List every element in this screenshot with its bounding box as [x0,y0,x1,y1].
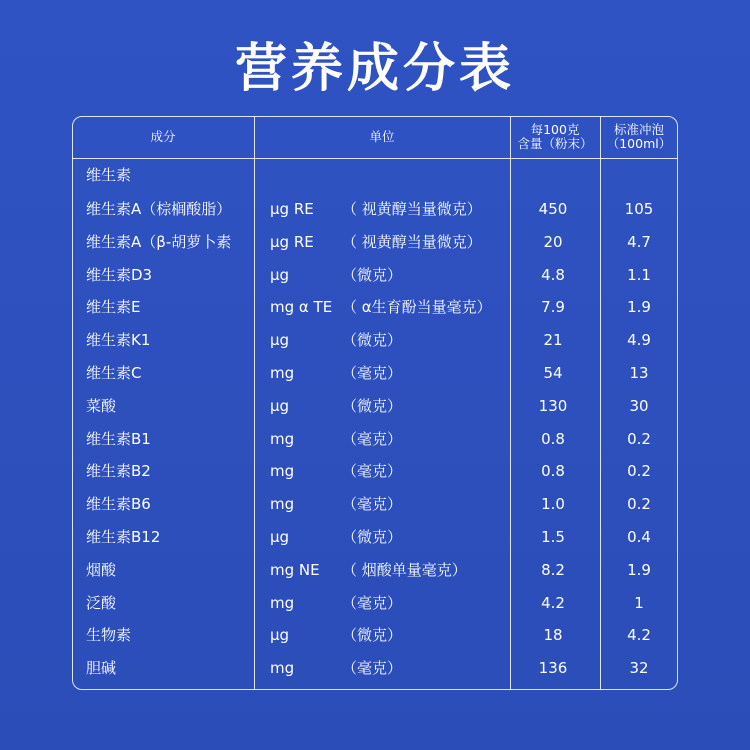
row-unit: mg [270,495,295,513]
row-value-per100ml: 30 [629,397,649,415]
row-unit-note: （毫克） [342,594,403,612]
row-value-per100g: 21 [543,331,563,349]
header-unit: 单位 [369,129,395,144]
header-per100ml-line1: 标准冲泡 [613,122,664,137]
row-unit: μg [270,528,290,546]
row-unit: mg α TE [270,298,333,316]
row-name: 维生素A（棕榈酸脂） [86,200,232,218]
row-value-per100g: 20 [543,233,563,251]
row-unit: mg [270,430,295,448]
page-title: 营养成分表 [234,38,515,99]
row-unit-note: （ 视黄醇当量微克） [342,233,482,251]
row-value-per100g: 18 [543,626,563,644]
row-value-per100ml: 1.9 [627,561,651,579]
row-unit-note: （微克） [342,331,403,349]
row-unit: μg RE [270,200,314,218]
row-unit-note: （毫克） [342,495,403,513]
row-value-per100g: 8.2 [541,561,565,579]
row-unit-note: （微克） [342,266,403,284]
header-name: 成分 [150,129,176,144]
row-unit-note: （ α生育酚当量毫克） [342,298,492,316]
row-name: 维生素D3 [86,266,153,284]
row-name: 维生素B12 [86,528,161,546]
row-unit-note: （毫克） [342,364,403,382]
row-value-per100ml: 0.2 [627,462,651,480]
row-name: 维生素B1 [86,430,151,448]
row-unit-note: （微克） [342,528,403,546]
row-unit-note: （毫克） [342,659,403,677]
header-per100g [510,116,600,158]
row-unit-note: （毫克） [342,462,403,480]
row-value-per100g: 1.0 [541,495,565,513]
row-value-per100ml: 0.2 [627,495,651,513]
row-value-per100g: 7.9 [541,298,565,316]
row-value-per100ml: 4.9 [627,331,651,349]
row-name: 维生素C [86,364,142,382]
row-value-per100g: 136 [538,659,568,677]
row-value-per100g: 1.5 [541,528,565,546]
row-unit: mg [270,364,295,382]
row-value-per100g: 4.8 [541,266,565,284]
header-divider [72,158,678,159]
header-per100ml [600,116,678,158]
row-unit: μg [270,331,290,349]
row-unit: μg [270,266,290,284]
row-unit-note: （ 视黄醇当量微克） [342,200,482,218]
row-unit: μg [270,397,290,415]
row-unit: μg RE [270,233,314,251]
row-value-per100ml: 13 [629,364,649,382]
row-value-per100g: 4.2 [541,594,565,612]
row-unit: mg [270,659,295,677]
column-divider [510,116,511,690]
header-per100g-line1: 每100克 [530,122,580,137]
column-divider [254,116,255,690]
row-unit: mg [270,594,295,612]
section-label: 维生素 [86,166,132,184]
row-name: 维生素K1 [86,331,151,349]
row-value-per100ml: 32 [629,659,649,677]
row-name: 维生素B2 [86,462,151,480]
row-value-per100ml: 4.2 [627,626,651,644]
row-value-per100g: 54 [543,364,563,382]
row-name: 维生素A（β-胡萝卜素 [86,233,232,251]
row-value-per100ml: 4.7 [627,233,651,251]
column-divider [600,116,601,690]
row-value-per100ml: 0.4 [627,528,651,546]
row-unit-note: （微克） [342,626,403,644]
row-value-per100g: 0.8 [541,430,565,448]
row-name: 胆碱 [86,659,117,677]
row-unit: mg [270,462,295,480]
row-value-per100ml: 1.1 [627,266,651,284]
row-name: 生物素 [86,626,132,644]
row-name: 泛酸 [86,594,117,612]
row-value-per100ml: 0.2 [627,430,651,448]
header-per100g-line2: 含量（粉末） [517,136,593,151]
row-value-per100g: 450 [538,200,568,218]
row-value-per100g: 0.8 [541,462,565,480]
header-per100ml-line2: （100ml） [606,136,672,151]
row-value-per100ml: 1.9 [627,298,651,316]
row-name: 烟酸 [86,561,117,579]
row-value-per100g: 130 [538,397,568,415]
row-value-per100ml: 1 [634,594,644,612]
row-value-per100ml: 105 [624,200,654,218]
row-unit: mg NE [270,561,320,579]
row-unit-note: （ 烟酸单量毫克） [342,561,467,579]
row-unit-note: （毫克） [342,430,403,448]
row-unit: μg [270,626,290,644]
row-name: 菜酸 [86,397,117,415]
row-name: 维生素B6 [86,495,151,513]
row-unit-note: （微克） [342,397,403,415]
row-name: 维生素E [86,298,141,316]
